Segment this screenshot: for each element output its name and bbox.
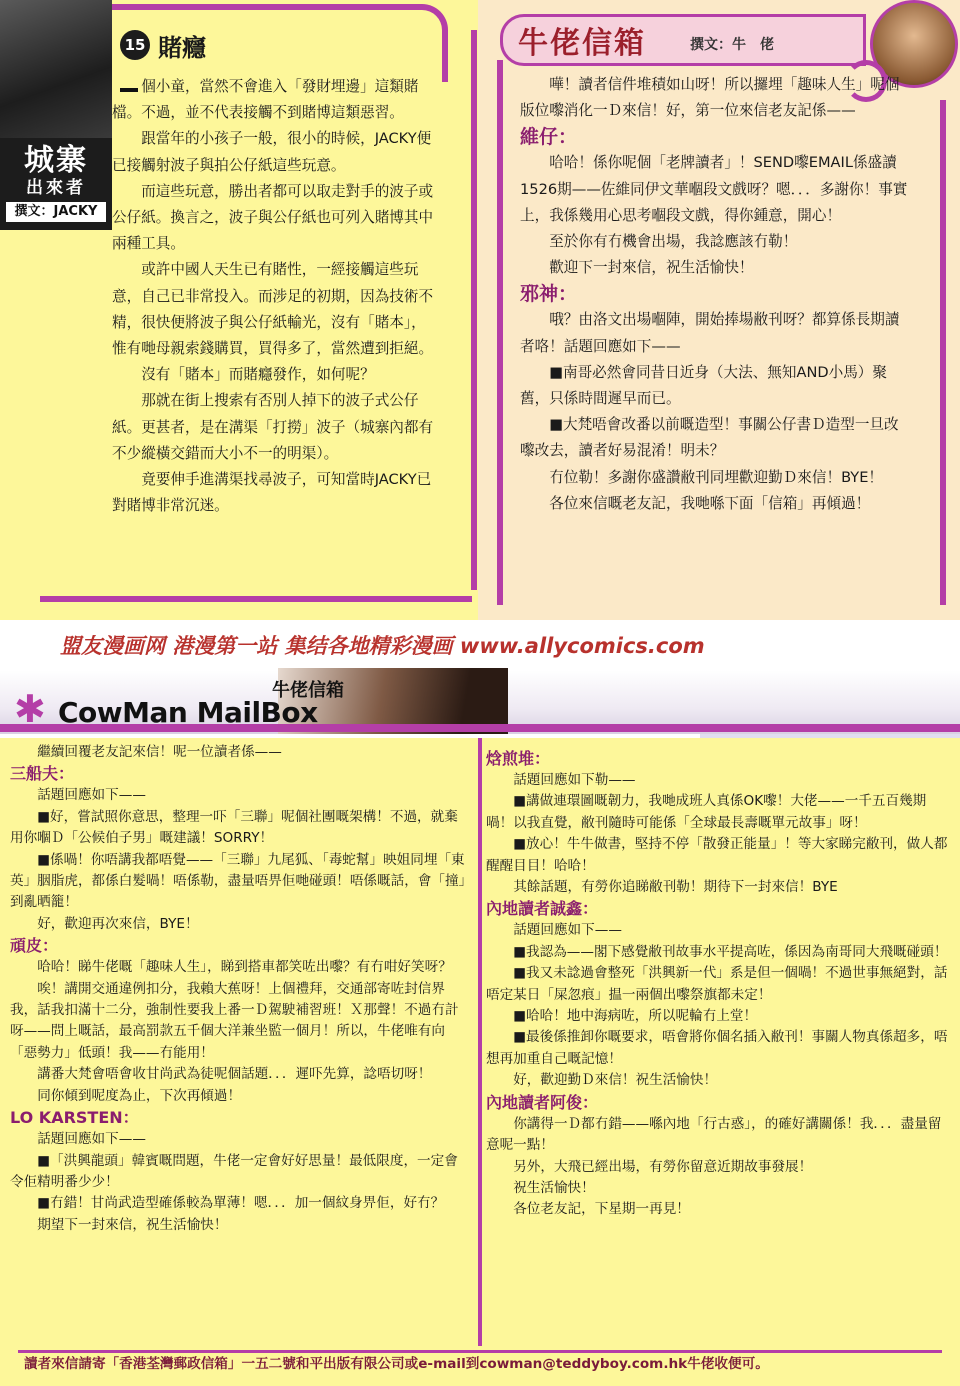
paragraph: 而這些玩意，勝出者都可以取走對手的波子或公仔紙。換言之，波子與公仔紙也可列入賭博其中兩種工具。: [112, 182, 434, 253]
reply-paragraph: ■最後係推卸你嘅要求，唔會將你個名插入敝刊！事關人物真係超多，唔想再加重自己嘅記憶！: [486, 1029, 948, 1067]
frame-line: [940, 100, 946, 605]
column-title: 賭癮: [158, 34, 206, 62]
byline: 撰文：JACKY: [6, 202, 106, 222]
reply-paragraph: ■南哥必然會同昔日近身（大法、無知AND小馬）聚舊，只係時間遲早而已。: [520, 363, 887, 408]
banner-en-title: CowMan MailBox: [58, 696, 318, 729]
reply-paragraph: ■好，嘗試照你意思，整理一吓「三聯」呢個社團嘅架構！不過，就棄用你嗰Ｄ「公候伯子男」嘅建議！SORRY！: [10, 808, 458, 847]
reader-name: 邪神：: [520, 283, 578, 306]
reply-paragraph: 另外，大飛已經出場，有勞你留意近期故事發展！: [513, 1158, 813, 1175]
reply-paragraph: 講番大梵會唔會收甘尚武為徒呢個話題．．．遲吓先算，諗唔切呀！: [37, 1066, 432, 1083]
column-divider: [478, 738, 482, 1348]
reply-paragraph: 期望下一封來信，祝生活愉快！: [37, 1216, 228, 1233]
reader-name: 頑皮：: [10, 936, 59, 956]
frame-line: [497, 60, 503, 605]
paragraph: 或許中國人天生已有賭性，一經接觸這些玩意，自己已非常投入。而涉足的初期，因為技術不精，很快便將波子與公仔紙輸光，沒有「賭本」，惟有哋母親索錢購買，買得多了，當然遭到拒絕。: [112, 261, 434, 358]
reply-paragraph: ■哈哈！地中海病咗，所以呢輪冇上堂！: [513, 1008, 758, 1025]
reply-paragraph: 至於你有冇機會出場，我諗應該冇勒！: [549, 233, 798, 251]
mailbox-body: [520, 72, 912, 517]
frame-line: [443, 30, 477, 590]
reply-paragraph: 話題回應如下——: [513, 922, 622, 939]
reader-name: 焓煎堆：: [486, 749, 551, 768]
brand-big: 城寨: [24, 143, 88, 178]
reply-paragraph: 哈哈！係你呢個「老牌讀者」！SEND嚟EMAIL係盛讀1526期——佐維同伊文華嗰段文戲呀？嗯．．．多謝你！事實上，我係幾用心思考嗰段文戲，得你鍾意，開心！: [520, 154, 908, 224]
intro: 繼續回覆老友記來信！呢一位讀者係——: [37, 744, 282, 760]
reply-paragraph: 各位來信嘅老友記，我哋喺下面「信箱」再傾過！: [549, 494, 871, 512]
column-body: [112, 74, 434, 519]
byline: 撰文：牛 佬: [690, 37, 774, 53]
mailbox-title: 牛佬信箱: [518, 26, 646, 61]
paragraph: 那就在街上搜索有否別人掉下的波子式公仔紙。更甚者，是在溝渠「打撈」波子（城寨內都有不少縱橫交錯而大小不一的明渠）。: [112, 392, 434, 462]
author-photo: [0, 0, 112, 138]
reply-paragraph: ■「洪興龍頭」韓賓嘅問題，牛佬一定會好好思量！最低限度，一定會令佢精明番少少！: [10, 1152, 458, 1190]
episode-number: 15: [120, 30, 150, 60]
frame-line: [40, 586, 472, 602]
mailbox-body-right: [486, 748, 948, 1221]
reply-paragraph: ■我又未諗過會整死「洪興新一代」系是但一個喎！不過世事無絕對，話唔定某日「屎忽痕」揾一兩個出嚟祭旗都未定！: [486, 965, 948, 1003]
reader-name: 三船夫：: [10, 764, 75, 784]
reply-paragraph: ■係喎！你唔講我都唔覺——「三聯」九尾狐、「毒蛇幫」映姐同埋「東英」胭脂虎，都係白髮喎！唔係勒，盡量唔畀佢哋碰頭！唔係嘅話，會「撞」到亂晒籠！: [10, 851, 466, 911]
brand-small: 出來者: [26, 178, 86, 198]
reader-name: LO KARSTEN：: [10, 1108, 139, 1128]
reply-paragraph: 話題回應如下勒——: [513, 772, 636, 788]
paragraph: 個小童，當然不會進入「發財埋邊」這類賭檔。不過，並不代表接觸不到賭博這類惡習。: [112, 78, 419, 122]
reply-paragraph: 哦？由洛文出場嗰陣，開始捧場敝刊呀？都算係長期讀者咯！話題回應如下——: [520, 311, 900, 355]
column-brand: [0, 138, 112, 230]
paragraph: 沒有「賭本」而賭癮發作，如何呢？: [141, 366, 375, 384]
reply-paragraph: 哈哈！睇牛佬嘅「趣味人生」，睇到搭車都笑咗出嚟？有冇咁好笑呀？: [37, 959, 452, 976]
reply-paragraph: ■我認為——閣下感覺敝刊故事水平提高咗，係因為南哥同大飛嘅碰頭！: [513, 943, 948, 960]
reply-paragraph: 歡迎下一封來信，祝生活愉快！: [549, 259, 754, 277]
reply-paragraph: 唉！講開交通違例扣分，我賴大蕉呀！上個禮拜，交通部寄咗封信界我，話我扣滿十二分，強制性要我上番一Ｄ駕駛補習班！Ｘ那聲！不過冇計呀——問上嘅話，最高罰款五千個大洋兼坐監一個月！所以，牛佬唯有向「惡勢力」低頭！我——冇能用！: [10, 980, 459, 1061]
reader-name: 內地讀者阿俊：: [486, 1092, 599, 1112]
reply-paragraph: 好，歡迎再次來信，BYE！: [37, 915, 199, 932]
reply-paragraph: ■放心！牛牛做書，堅持不停「散發正能量」！等大家睇完敝刊，做人都醒醒目目！哈哈！: [486, 836, 948, 874]
paragraph: 跟當年的小孩子一般，很小的時候，JACKY便已接觸射波子與拍公仔紙這些玩意。: [112, 130, 432, 174]
asterisk-icon: ✱: [14, 687, 46, 731]
reader-name: 維仔：: [520, 126, 578, 149]
footer-address: 讀者來信請寄「香港荃灣郵政信箱」一五二號和平出版有限公司或e-mail到cowman@teddyboy.com.hk牛佬收便可。: [24, 1356, 769, 1372]
reply-paragraph: 話題回應如下——: [37, 1131, 146, 1148]
reply-paragraph: 冇位勒！多謝你盛讚敝刊同埋歡迎勤Ｄ來信！BYE！: [549, 468, 884, 486]
watermark: 盟友漫画网 港漫第一站 集结各地精彩漫画 www.allycomics.com: [60, 634, 705, 658]
mailbox-body-left: [10, 742, 468, 1236]
reply-paragraph: 祝生活愉快！: [513, 1179, 595, 1196]
reply-paragraph: 話題回應如下——: [37, 787, 146, 804]
reader-name: 內地讀者誠鑫：: [486, 899, 599, 919]
reply-paragraph: 其餘話題，有勞你追睇敝刊勒！期待下一封來信！BYE: [513, 879, 838, 896]
paragraph: 竟要伸手進溝渠找尋波子，可知當時JACKY已對賭博非常沉迷。: [112, 471, 432, 515]
reply-paragraph: ■冇錯！甘尚武造型確係較為單薄！嗯．．．加一個紋身畀佢，好冇？: [37, 1195, 445, 1212]
banner-cn-title: 牛佬信箱: [272, 680, 344, 701]
reply-paragraph: 同你傾到呢度為止，下次再傾過！: [37, 1087, 242, 1104]
reply-paragraph: 你講得一Ｄ都冇錯——喺內地「行古惑」，的確好講關係！我．．．盡量留意呢一點！: [486, 1115, 942, 1154]
reply-paragraph: ■講做連環圖嘅韌力，我哋成班人真係OK嚟！大佬——一千五百幾期喎！以我直覺，敝刊隨時可能係「全球最長壽嘅單元故事」呀！: [486, 793, 927, 831]
reply-paragraph: ■大梵唔會改番以前嘅造型！事關公仔書Ｄ造型一旦改嚟改去，讀者好易混淆！明未？: [520, 416, 899, 460]
intro: 嘩！讀者信件堆積如山呀！所以攞埋「趣味人生」呢個版位嚟消化一Ｄ來信！好，第一位來信老友記係——: [520, 76, 900, 120]
reply-paragraph: 好，歡迎勤Ｄ來信！祝生活愉快！: [513, 1072, 718, 1089]
reply-paragraph: 各位老友記，下星期一再見！: [513, 1201, 690, 1218]
